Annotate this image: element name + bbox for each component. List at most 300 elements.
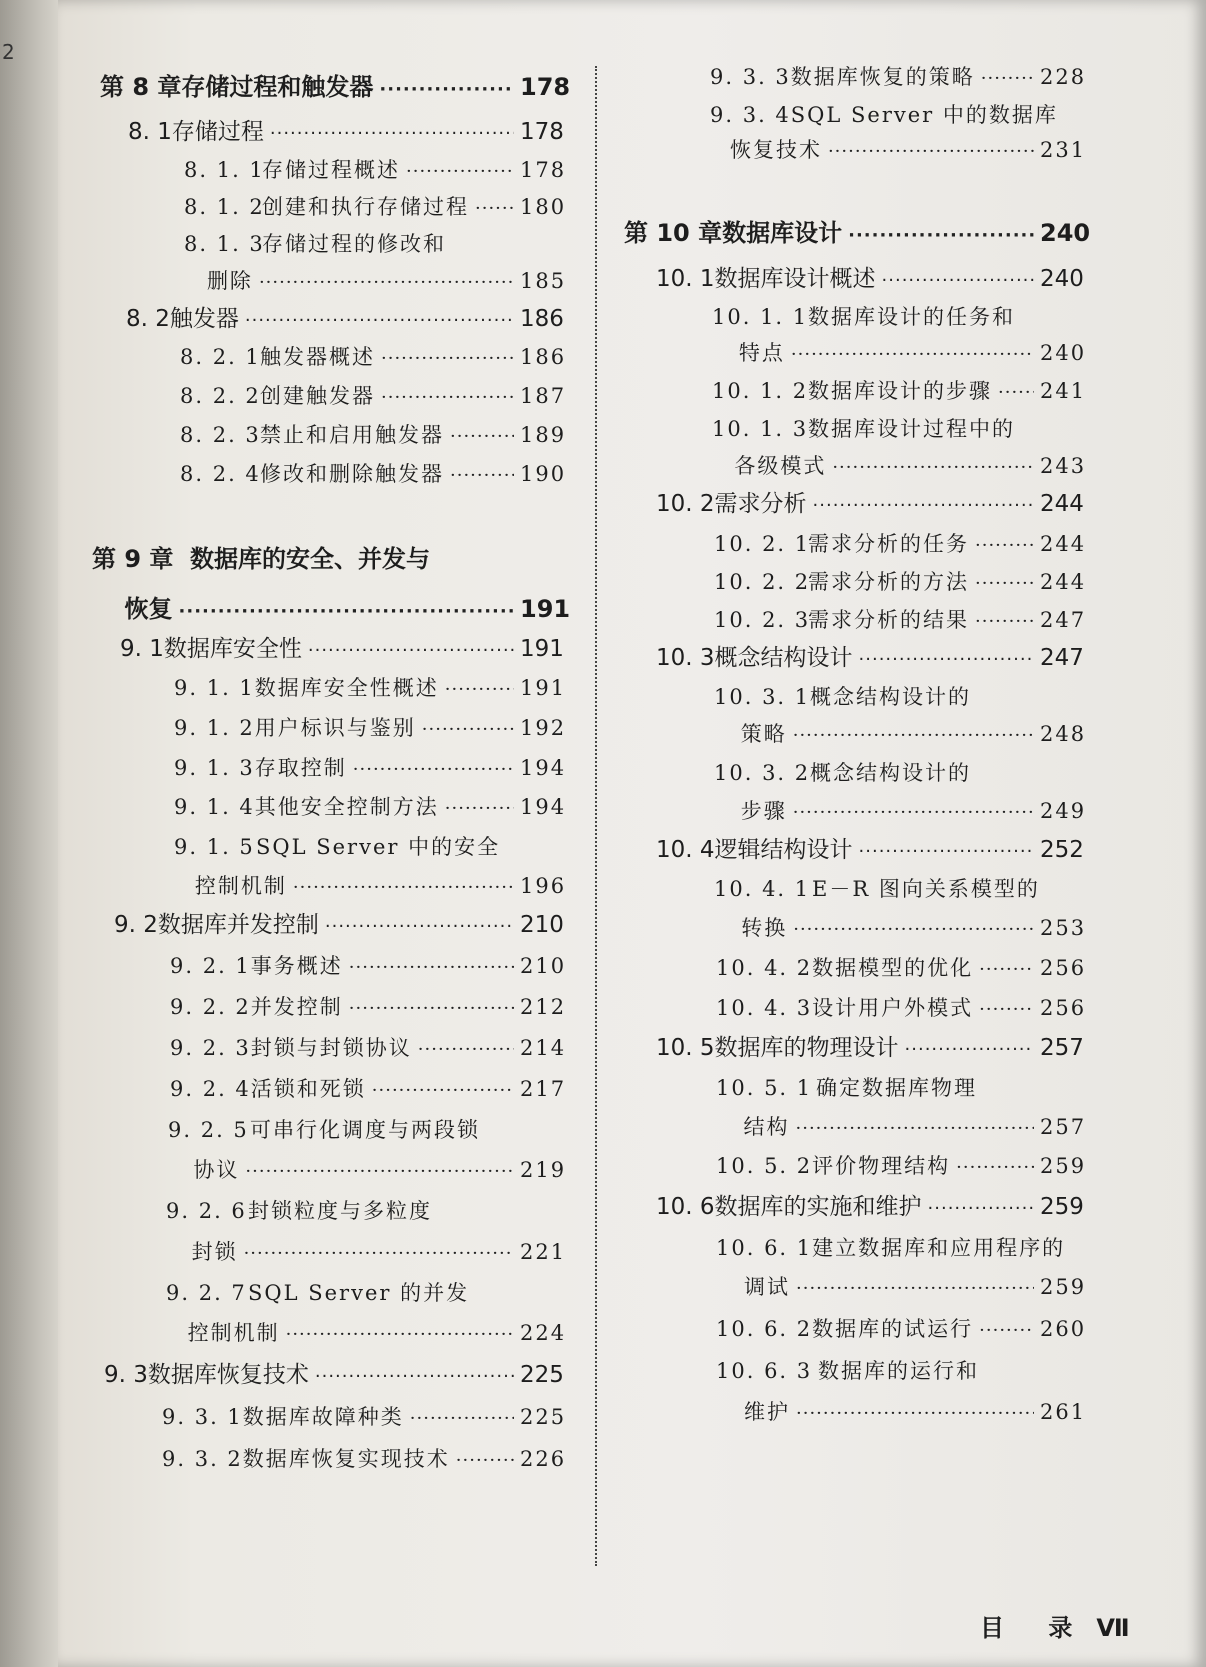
toc-entry-page: 186 — [520, 345, 567, 369]
toc-leader-dots — [293, 873, 514, 903]
toc-entry-number: 10. 6. 3 — [716, 1359, 813, 1383]
toc-entry — [174, 792, 567, 824]
toc-leader-dots — [793, 798, 1034, 828]
toc-entry-page: 231 — [1040, 138, 1087, 162]
toc-leader-dots — [381, 383, 514, 413]
toc-leader-dots — [315, 1362, 514, 1392]
toc-entry-page: 259 — [1040, 1194, 1084, 1220]
toc-leader-dots — [981, 64, 1034, 94]
toc-entry — [716, 1073, 1080, 1103]
toc-entry-page: 244 — [1040, 570, 1087, 594]
toc-entry-number: 9. 1. 4 — [174, 795, 255, 819]
toc-entry-page: 178 — [520, 158, 567, 182]
toc-entry-number: 9. 2. 4 — [170, 1077, 251, 1101]
toc-entry-title: 恢复技术 — [729, 138, 822, 162]
toc-entry — [714, 529, 1087, 561]
toc-leader-dots — [905, 1035, 1034, 1065]
toc-entry-title: 创建触发器 — [260, 384, 375, 408]
toc-entry-number: 9. 1. 3 — [174, 756, 255, 780]
toc-entry-page: 221 — [520, 1240, 567, 1264]
toc-leader-dots — [859, 645, 1034, 675]
toc-leader-dots — [445, 794, 514, 824]
toc-entry-page: 244 — [1040, 491, 1084, 517]
toc-entry-title: 存储过程 — [171, 119, 264, 145]
toc-entry-page: 249 — [1040, 799, 1087, 823]
toc-entry-title: 数据库设计 — [722, 219, 843, 247]
toc-entry-number: 第 9 章 — [92, 545, 174, 573]
toc-entry-title: 设计用户外模式 — [812, 996, 974, 1020]
toc-entry-title: 恢复 — [124, 595, 173, 623]
toc-entry-title: 数据库设计的任务和 — [808, 305, 1015, 329]
toc-entry-page: 226 — [520, 1447, 567, 1471]
toc-entry-number: 9. 2. 3 — [170, 1036, 251, 1060]
toc-entry-title: 控制机制 — [194, 874, 287, 898]
toc-entry — [180, 381, 567, 413]
toc-entry-title: 事务概述 — [250, 954, 343, 978]
toc-leader-dots — [796, 1399, 1034, 1429]
toc-entry-number: 10. 3 — [656, 645, 715, 671]
column-divider — [595, 66, 597, 1566]
toc-leader-dots — [422, 715, 514, 745]
toc-leader-dots — [372, 1076, 514, 1106]
toc-leader-dots — [245, 1157, 514, 1187]
toc-entry-page: 190 — [520, 462, 567, 486]
toc-entry-number: 10. 1 — [656, 266, 715, 292]
toc-entry — [166, 1237, 567, 1269]
toc-leader-dots — [325, 912, 514, 942]
toc-entry-number: 9. 2 — [114, 912, 158, 938]
toc-entry — [656, 489, 1084, 521]
toc-leader-dots — [882, 266, 1034, 296]
toc-entry — [714, 874, 1080, 904]
toc-entry-title: 概念结构设计 — [714, 645, 853, 671]
toc-entry-title: 步骤 — [740, 799, 787, 823]
toc-entry-title: 封锁与封锁协议 — [250, 1036, 412, 1060]
toc-entry-page: 259 — [1040, 1275, 1087, 1299]
toc-leader-dots — [813, 491, 1034, 521]
toc-entry-number: 9. 2. 6 — [166, 1199, 247, 1223]
toc-entry — [174, 673, 567, 705]
toc-leader-dots — [791, 340, 1034, 370]
edge-page-mark: 2 — [2, 40, 15, 64]
toc-leader-dots — [259, 268, 514, 298]
toc-entry-page: 189 — [520, 423, 567, 447]
toc-entry-page: 214 — [520, 1036, 567, 1060]
toc-entry — [174, 713, 567, 745]
toc-entry — [716, 1272, 1087, 1304]
toc-entry-title: 数据库设计的步骤 — [808, 379, 992, 403]
toc-entry — [710, 135, 1087, 167]
toc-entry — [184, 229, 560, 259]
toc-entry — [92, 594, 571, 627]
toc-entry — [656, 643, 1084, 675]
toc-leader-dots — [381, 344, 514, 374]
toc-entry — [162, 1444, 567, 1476]
toc-entry-title: 用户标识与鉴别 — [254, 716, 416, 740]
toc-entry-title: 删除 — [206, 269, 253, 293]
toc-entry-page: 185 — [520, 269, 567, 293]
toc-entry-title: 需求分析的结果 — [808, 608, 969, 632]
toc-entry-page: 256 — [1040, 956, 1087, 980]
toc-entry-number: 第 10 章 — [624, 219, 723, 247]
toc-entry — [166, 1318, 567, 1350]
toc-entry — [92, 544, 560, 574]
toc-entry-number: 10. 4 — [656, 837, 715, 863]
toc-leader-dots — [349, 953, 514, 983]
toc-entry — [714, 567, 1087, 599]
toc-entry — [710, 100, 1080, 130]
toc-entry-title: 数据库的实施和维护 — [714, 1194, 922, 1220]
toc-entry-page: 191 — [520, 636, 564, 662]
toc-entry-title: 存储过程和触发器 — [181, 73, 374, 101]
toc-entry-number: 10. 3. 1 — [714, 685, 811, 709]
footer-label: 目 录 — [980, 1614, 1091, 1642]
toc-leader-dots — [450, 422, 514, 452]
toc-entry-page: 240 — [1040, 341, 1087, 365]
toc-leader-dots — [793, 721, 1034, 751]
toc-leader-dots — [859, 837, 1034, 867]
toc-leader-dots — [456, 1446, 514, 1476]
toc-entry — [168, 1115, 560, 1145]
toc-entry — [180, 459, 567, 491]
toc-leader-dots — [379, 75, 514, 105]
toc-entry-title: 数据库恢复技术 — [147, 1362, 309, 1388]
toc-entry — [166, 1196, 560, 1226]
toc-entry-page: 247 — [1040, 608, 1087, 632]
toc-entry — [114, 910, 564, 942]
toc-entry-number: 10. 2. 1 — [714, 532, 811, 556]
toc-entry — [166, 1278, 560, 1308]
toc-entry-title: 存储过程概述 — [262, 158, 400, 182]
toc-entry-number: 10. 2. 2 — [714, 570, 811, 594]
toc-entry-title: 结构 — [743, 1115, 790, 1139]
toc-entry-number: 8. 1. 3 — [184, 232, 265, 256]
toc-entry-page: 178 — [520, 119, 564, 145]
toc-leader-dots — [245, 306, 514, 336]
toc-entry-number: 8. 2. 2 — [180, 384, 261, 408]
toc-leader-dots — [979, 995, 1034, 1025]
toc-leader-dots — [410, 1404, 514, 1434]
toc-entry-title: 确定数据库物理 — [816, 1076, 977, 1100]
toc-entry — [120, 634, 564, 666]
toc-leader-dots — [956, 1153, 1034, 1183]
toc-entry-number: 10. 1. 2 — [712, 379, 809, 403]
toc-entry-page: 228 — [1040, 65, 1087, 89]
toc-entry-title: 各级模式 — [734, 454, 827, 478]
toc-entry-title: 数据库故障种类 — [242, 1405, 404, 1429]
toc-leader-dots — [179, 597, 514, 627]
toc-leader-dots — [308, 636, 514, 666]
toc-entry-page: 256 — [1040, 996, 1087, 1020]
toc-entry-page: 225 — [520, 1362, 564, 1388]
toc-entry-number: 9. 2. 5 — [168, 1118, 249, 1142]
toc-entry-title: 需求分析的任务 — [808, 532, 969, 556]
toc-entry — [180, 342, 567, 374]
toc-entry-page: 244 — [1040, 532, 1087, 556]
toc-entry — [162, 1402, 567, 1434]
toc-leader-dots — [975, 531, 1034, 561]
toc-entry-title: 修改和删除触发器 — [260, 462, 444, 486]
toc-entry-title: 数据库的安全、并发与 — [190, 545, 430, 573]
toc-entry-page: 240 — [1040, 266, 1084, 292]
toc-leader-dots — [796, 1274, 1034, 1304]
book-spine — [0, 0, 58, 1667]
toc-entry-number: 9. 3. 1 — [162, 1405, 243, 1429]
toc-entry — [714, 719, 1087, 751]
toc-entry — [712, 451, 1087, 483]
toc-entry — [170, 992, 567, 1024]
toc-leader-dots — [975, 607, 1034, 637]
toc-entry — [716, 1397, 1087, 1429]
toc-leader-dots — [848, 221, 1034, 251]
toc-leader-dots — [998, 378, 1034, 408]
toc-entry — [184, 192, 567, 224]
toc-entry-title: 触发器概述 — [260, 345, 375, 369]
footer-page-roman: Ⅶ — [1096, 1614, 1130, 1642]
toc-entry-page: 178 — [520, 73, 571, 101]
toc-entry — [174, 871, 567, 903]
toc-entry — [624, 218, 1091, 251]
toc-entry — [170, 1033, 567, 1065]
toc-leader-dots — [975, 569, 1034, 599]
toc-entry — [716, 993, 1087, 1025]
toc-entry-page: 212 — [520, 995, 567, 1019]
toc-entry-number: 8. 2. 1 — [180, 345, 261, 369]
toc-leader-dots — [418, 1035, 514, 1065]
toc-leader-dots — [979, 1316, 1034, 1346]
toc-entry-title: 转换 — [741, 916, 788, 940]
toc-entry — [126, 304, 564, 336]
toc-entry-number: 10. 4. 3 — [716, 996, 813, 1020]
toc-entry-number: 9. 2. 2 — [170, 995, 251, 1019]
toc-entry-title: 概念结构设计的 — [810, 761, 971, 785]
toc-entry-number: 9. 1 — [120, 636, 164, 662]
toc-entry-title: 维护 — [744, 1400, 790, 1424]
toc-entry-title: 概念结构设计的 — [810, 685, 971, 709]
toc-entry — [712, 338, 1087, 370]
toc-entry-number: 10. 4. 1 — [714, 877, 811, 901]
toc-entry-title: 数据库恢复的策略 — [790, 65, 975, 89]
toc-leader-dots — [832, 453, 1034, 483]
toc-entry-number: 9. 3. 2 — [162, 1447, 243, 1471]
toc-leader-dots — [406, 157, 514, 187]
toc-entry — [712, 414, 1080, 444]
toc-leader-dots — [793, 915, 1034, 945]
toc-leader-dots — [979, 955, 1034, 985]
toc-entry-number: 8. 1 — [128, 119, 172, 145]
toc-entry-page: 186 — [520, 306, 564, 332]
toc-entry-title: 数据库的试运行 — [812, 1317, 974, 1341]
toc-entry-title: 需求分析的方法 — [808, 570, 969, 594]
toc-entry-title: SQL Server 的并发 — [248, 1281, 470, 1305]
toc-entry-title: 可串行化调度与两段锁 — [250, 1118, 480, 1142]
toc-entry-title: 活锁和死锁 — [250, 1077, 366, 1101]
toc-entry-page: 225 — [520, 1405, 567, 1429]
toc-entry-page: 191 — [520, 595, 571, 623]
toc-entry-number: 9. 3. 3 — [710, 65, 791, 89]
toc-entry-page: 210 — [520, 912, 564, 938]
toc-entry — [714, 682, 1080, 712]
toc-entry — [714, 913, 1087, 945]
toc-entry-number: 9. 3 — [104, 1362, 148, 1388]
toc-entry-page: 259 — [1040, 1154, 1087, 1178]
toc-entry-title: 存储过程的修改和 — [262, 232, 446, 256]
toc-entry-number: 10. 6. 1 — [716, 1236, 813, 1260]
toc-entry — [712, 376, 1087, 408]
toc-leader-dots — [475, 194, 514, 224]
toc-leader-dots — [828, 137, 1034, 167]
toc-entry — [716, 1112, 1087, 1144]
toc-entry-page: 257 — [1040, 1035, 1084, 1061]
toc-entry — [174, 753, 567, 785]
toc-entry-page: 260 — [1040, 1317, 1087, 1341]
toc-entry — [716, 1314, 1087, 1346]
toc-entry-title: 策略 — [740, 722, 787, 746]
toc-entry-number: 9. 1. 2 — [174, 716, 255, 740]
toc-entry-title: 并发控制 — [250, 995, 343, 1019]
toc-entry-title: 数据库设计过程中的 — [808, 417, 1015, 441]
toc-entry-number: 10. 3. 2 — [714, 761, 811, 785]
toc-entry — [656, 1192, 1084, 1224]
toc-entry-title: 数据库设计概述 — [714, 266, 876, 292]
toc-entry-title: 数据库的运行和 — [818, 1359, 979, 1383]
toc-entry-page: 194 — [520, 756, 567, 780]
toc-entry-page: 194 — [520, 795, 567, 819]
toc-entry — [180, 420, 567, 452]
toc-leader-dots — [796, 1114, 1035, 1144]
toc-entry-number: 第 8 章 — [100, 73, 182, 101]
toc-entry — [656, 835, 1084, 867]
toc-entry-title: E－R 图向关系模型的 — [812, 877, 1040, 901]
toc-entry-title: 数据库恢复实现技术 — [242, 1447, 450, 1471]
toc-entry-title: SQL Server 中的安全 — [256, 835, 501, 859]
toc-entry-title: SQL Server 中的数据库 — [790, 103, 1058, 127]
toc-leader-dots — [286, 1320, 514, 1350]
toc-entry-title: 协议 — [193, 1158, 240, 1182]
toc-entry-title: 存取控制 — [254, 756, 347, 780]
toc-entry-page: 252 — [1040, 837, 1084, 863]
toc-entry-number: 10. 5. 2 — [716, 1154, 813, 1178]
toc-entry-number: 8. 2. 4 — [180, 462, 261, 486]
page-footer — [980, 1608, 1130, 1643]
toc-entry — [712, 302, 1080, 332]
toc-entry-number: 10. 1. 3 — [712, 417, 809, 441]
toc-entry-title: 触发器 — [169, 306, 239, 332]
toc-entry-page: 187 — [520, 384, 567, 408]
toc-leader-dots — [445, 675, 514, 705]
toc-entry-page: 191 — [520, 676, 567, 700]
toc-entry-page: 196 — [520, 874, 567, 898]
toc-entry — [100, 72, 571, 105]
toc-entry-number: 9. 2. 7 — [166, 1281, 247, 1305]
toc-entry-title: 封锁粒度与多粒度 — [248, 1199, 432, 1223]
toc-entry-page: 248 — [1040, 722, 1087, 746]
toc-entry-title: 数据库安全性 — [163, 636, 302, 662]
toc-entry-number: 9. 1. 5 — [174, 835, 255, 859]
toc-entry-page: 224 — [520, 1321, 567, 1345]
toc-entry-number: 10. 6 — [656, 1194, 715, 1220]
toc-entry-number: 8. 1. 1 — [184, 158, 265, 182]
toc-leader-dots — [349, 994, 514, 1024]
toc-entry-page: 217 — [520, 1077, 567, 1101]
toc-entry-page: 261 — [1040, 1400, 1087, 1424]
toc-entry-title: 数据模型的优化 — [812, 956, 974, 980]
toc-entry-page: 257 — [1040, 1115, 1087, 1139]
toc-entry-number: 10. 6. 2 — [716, 1317, 813, 1341]
toc-leader-dots — [353, 755, 514, 785]
toc-entry — [714, 605, 1087, 637]
toc-entry-number: 10. 4. 2 — [716, 956, 813, 980]
toc-entry — [716, 1233, 1080, 1263]
toc-entry-page: 240 — [1040, 219, 1091, 247]
toc-entry-title: 逻辑结构设计 — [714, 837, 853, 863]
toc-entry-page: 219 — [520, 1158, 567, 1182]
toc-leader-dots — [244, 1239, 514, 1269]
toc-entry — [710, 62, 1087, 94]
toc-entry-title: 封锁 — [191, 1240, 238, 1264]
toc-entry-number: 8. 2. 3 — [180, 423, 261, 447]
toc-entry-title: 评价物理结构 — [812, 1154, 951, 1178]
toc-entry-number: 10. 2. 3 — [714, 608, 811, 632]
toc-leader-dots — [270, 119, 514, 149]
toc-entry-number: 10. 5 — [656, 1035, 715, 1061]
toc-entry-page: 253 — [1040, 916, 1087, 940]
toc-entry-number: 8. 2 — [126, 306, 170, 332]
toc-entry-page: 247 — [1040, 645, 1084, 671]
toc-entry-page: 243 — [1040, 454, 1087, 478]
toc-entry — [714, 758, 1080, 788]
toc-entry-number: 10. 5. 1 — [716, 1076, 813, 1100]
toc-entry — [168, 1155, 567, 1187]
toc-entry-page: 192 — [520, 716, 567, 740]
toc-entry-title: 数据库的物理设计 — [714, 1035, 899, 1061]
toc-entry-title: 特点 — [738, 341, 785, 365]
toc-entry-title: 其他安全控制方法 — [254, 795, 439, 819]
toc-entry-number: 10. 1. 1 — [712, 305, 809, 329]
toc-entry-title: 调试 — [744, 1275, 790, 1299]
toc-entry — [184, 155, 567, 187]
toc-entry-title: 创建和执行存储过程 — [262, 195, 469, 219]
toc-entry-title: 建立数据库和应用程序的 — [812, 1236, 1066, 1260]
toc-entry — [656, 1033, 1084, 1065]
toc-entry — [716, 1151, 1087, 1183]
toc-entry — [184, 266, 567, 298]
toc-entry-number: 9. 2. 1 — [170, 954, 251, 978]
toc-entry-number: 10. 2 — [656, 491, 715, 517]
toc-entry — [170, 951, 567, 983]
toc-entry-title: 禁止和启用触发器 — [260, 423, 444, 447]
toc-entry — [174, 832, 560, 862]
toc-entry — [716, 953, 1087, 985]
toc-entry-page: 241 — [1040, 379, 1087, 403]
toc-entry-number: 9. 1. 1 — [174, 676, 255, 700]
toc-entry — [716, 1356, 1080, 1386]
toc-entry-title: 需求分析 — [714, 491, 807, 517]
toc-leader-dots — [928, 1194, 1034, 1224]
toc-leader-dots — [450, 461, 514, 491]
toc-entry-title: 数据库并发控制 — [157, 912, 319, 938]
toc-entry-number: 9. 3. 4 — [710, 103, 791, 127]
toc-entry — [170, 1074, 567, 1106]
toc-entry — [656, 264, 1084, 296]
toc-entry-page: 210 — [520, 954, 567, 978]
toc-entry-number: 8. 1. 2 — [184, 195, 265, 219]
toc-entry — [714, 796, 1087, 828]
toc-entry-title: 控制机制 — [187, 1321, 280, 1345]
toc-entry — [104, 1360, 564, 1392]
toc-entry-page: 180 — [520, 195, 567, 219]
toc-entry — [128, 117, 564, 149]
